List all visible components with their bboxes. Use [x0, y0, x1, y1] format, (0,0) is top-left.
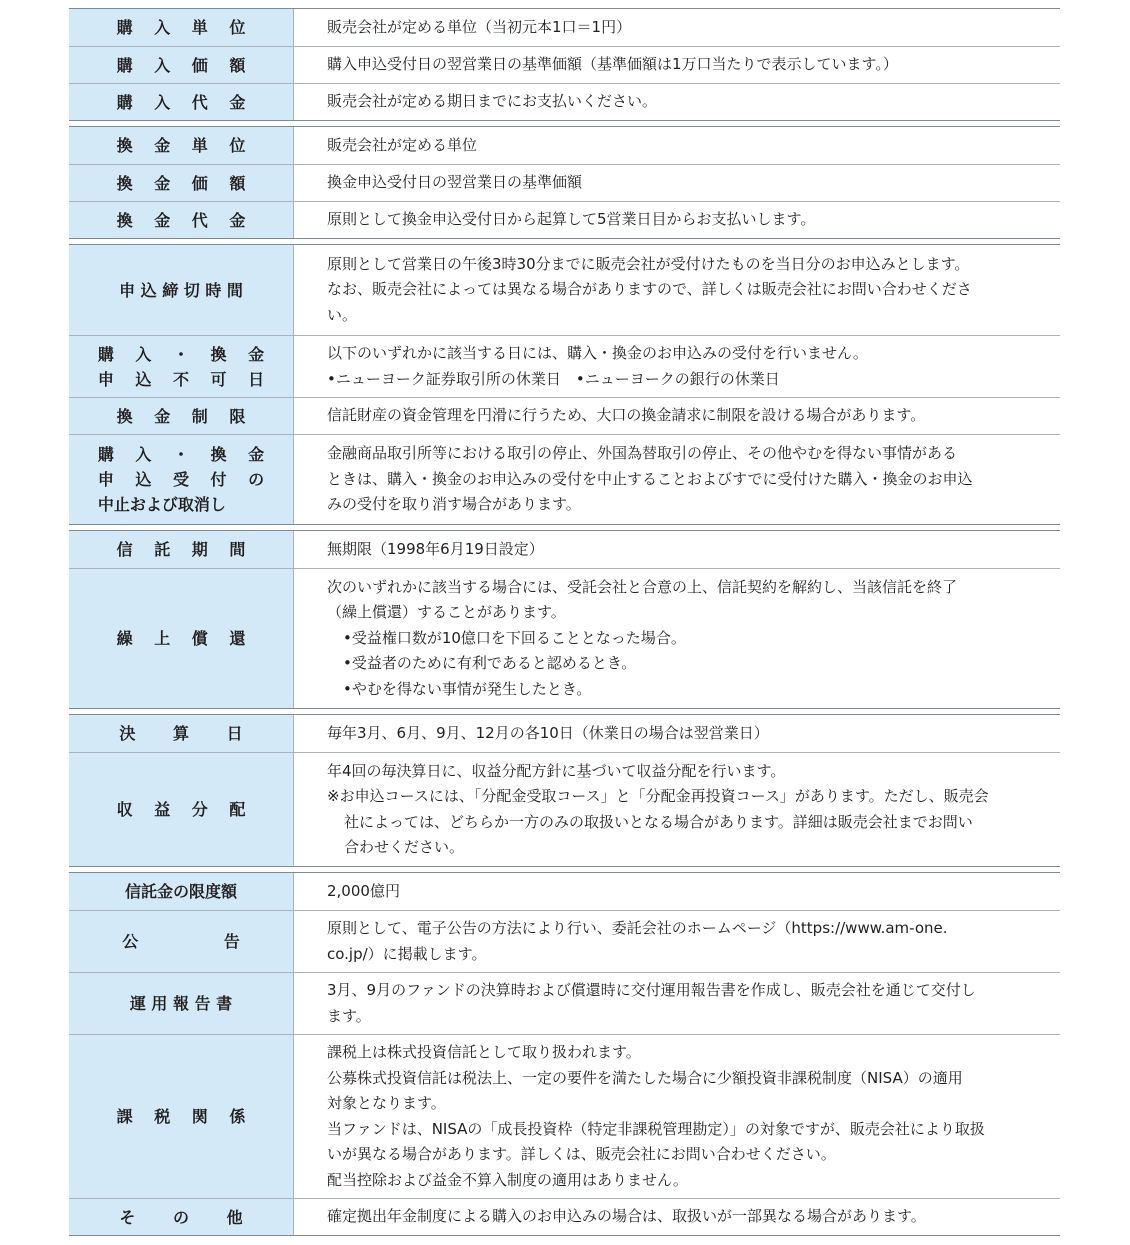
- row-value-line: 原則として、電子公告の方法により行い、委託会社のホームページ（https://www.am-one.: [327, 919, 948, 937]
- row-value: [294, 9, 1060, 46]
- table-row: [69, 1198, 1060, 1235]
- row-label: [69, 569, 294, 708]
- row-label-line: 申 込 締 切 時 間: [119, 280, 243, 300]
- table-group: [69, 126, 1060, 239]
- row-label-line: 換 金 代 金: [116, 210, 246, 230]
- row-label-line: 申 込 受 付 の: [97, 470, 265, 489]
- table-row: [69, 715, 1060, 752]
- row-value-line: 購入申込受付日の翌営業日の基準価額（基準価額は1万口当たりで表示しています。）: [327, 55, 898, 74]
- row-value-line: 2,000億円: [327, 881, 400, 900]
- table-group: [69, 244, 1060, 525]
- table-row: [69, 752, 1060, 866]
- row-value: [294, 569, 1060, 708]
- row-value-line: 換金申込受付日の翌営業日の基準価額: [327, 173, 583, 192]
- table-group: [69, 872, 1060, 1236]
- table-row: [69, 397, 1060, 434]
- row-label-line: 課 税 関 係: [116, 1107, 246, 1126]
- row-label: [69, 9, 294, 46]
- row-value-line: 公募株式投資信託は税法上、一定の要件を満たした場合に少額投資非課税制度（NISA）の適用: [327, 1068, 963, 1087]
- row-label-line: 申 込 不 可 日: [97, 369, 265, 389]
- table-row: [69, 46, 1060, 83]
- row-label-line: 運 用 報 告 書: [129, 994, 233, 1013]
- row-label-line: 購 入 代 金: [116, 92, 246, 112]
- fund-terms-table: [69, 8, 1060, 1236]
- row-value: [294, 245, 1060, 335]
- row-label: [69, 84, 294, 120]
- row-value-line: ときは、購入・換金のお申込みの受付を中止することおよびすでに受付けた購入・換金のお申込: [327, 469, 973, 488]
- row-value-line: 確定拠出年金制度による購入のお申込みの場合は、取扱いが一部異なる場合があります。: [327, 1207, 926, 1226]
- row-label: [69, 398, 294, 434]
- row-value-line: いが異なる場合があります。詳しくは、販売会社にお問い合わせください。: [327, 1145, 836, 1163]
- row-value: [294, 873, 1060, 910]
- row-value: [294, 398, 1060, 434]
- row-label: [69, 127, 294, 164]
- table-row: [69, 201, 1060, 238]
- row-value-line: 信託財産の資金管理を円滑に行うため、大口の換金請求に制限を設ける場合があります。: [327, 406, 926, 425]
- row-value-line: •ニューヨーク証券取引所の休業日 •ニューヨークの銀行の休業日: [327, 369, 780, 388]
- row-value: [294, 127, 1060, 164]
- row-value-line: なお、販売会社によっては異なる場合がありますので、詳しくは販売会社にお問い合わせくださ: [327, 280, 972, 299]
- row-label-line: 購 入 価 額: [116, 55, 246, 75]
- table-group: [69, 530, 1060, 709]
- table-row: [69, 531, 1060, 568]
- row-value-line: ※お申込コースには、「分配金受取コース」と「分配金再投資コース」があります。ただし、販売会: [327, 787, 989, 805]
- row-label: [69, 973, 294, 1034]
- row-value-line: い。: [327, 305, 358, 324]
- row-value-line: 販売会社が定める単位（当初元本1口＝1円）: [327, 17, 632, 36]
- row-value-line: 配当控除および益金不算入制度の適用はありません。: [327, 1170, 688, 1189]
- table-group: [69, 8, 1060, 121]
- row-label-line: 公 告: [122, 932, 240, 951]
- row-label-line: そ の 他: [119, 1207, 243, 1227]
- row-value: [294, 973, 1060, 1034]
- table-row: [69, 83, 1060, 120]
- row-label: [69, 245, 294, 335]
- table-row: [69, 245, 1060, 335]
- table-row: [69, 1034, 1060, 1198]
- table-row: [69, 910, 1060, 972]
- row-label: [69, 753, 294, 866]
- row-value: [294, 165, 1060, 201]
- table-row: [69, 127, 1060, 164]
- row-value: [294, 47, 1060, 83]
- row-label-line: 信 託 期 間: [116, 540, 246, 559]
- row-value-line: 社によっては、どちらか一方のみの取扱いとなる場合があります。詳細は販売会社までお問い: [344, 812, 973, 831]
- row-label-line: 収 益 分 配: [116, 800, 246, 819]
- row-label-line: 決 算 日: [119, 724, 243, 743]
- row-value: [294, 753, 1060, 866]
- row-label: [69, 336, 294, 397]
- row-value: [294, 1199, 1060, 1235]
- row-value-line: （繰上償還）することがあります。: [327, 603, 566, 622]
- row-label-line: 中止および取消し: [97, 495, 226, 514]
- row-value-line: 当ファンドは、NISAの「成長投資枠（特定非課税管理勘定）」の対象ですが、販売会社により取扱: [327, 1119, 985, 1138]
- table-row: [69, 568, 1060, 708]
- row-label: [69, 531, 294, 568]
- row-value-line: 3月、9月のファンドの決算時および償還時に交付運用報告書を作成し、販売会社を通じて交付し: [327, 981, 976, 999]
- row-value-line: 対象となります。: [327, 1094, 446, 1112]
- table-row: [69, 164, 1060, 201]
- row-value: [294, 435, 1060, 524]
- row-value-line: 金融商品取引所等における取引の停止、外国為替取引の停止、その他やむを得ない事情がある: [327, 444, 958, 463]
- row-value: [294, 336, 1060, 397]
- table-row: [69, 972, 1060, 1034]
- table-row: [69, 434, 1060, 524]
- row-label-line: 換 金 単 位: [116, 136, 246, 155]
- row-label: [69, 873, 294, 910]
- row-label: [69, 715, 294, 752]
- row-value-line: 課税上は株式投資信託として取り扱われます。: [327, 1043, 641, 1061]
- row-value-line: 次のいずれかに該当する場合には、受託会社と合意の上、信託契約を解約し、当該信託を終了: [327, 577, 958, 596]
- row-value-line: •やむを得ない事情が発生したとき。: [343, 679, 592, 698]
- table-row: [69, 873, 1060, 910]
- row-value-line: みの受付を取り消す場合があります。: [327, 495, 581, 514]
- row-value: [294, 911, 1060, 972]
- table-row: [69, 9, 1060, 46]
- row-value-line: 販売会社が定める単位: [327, 135, 478, 154]
- row-label-line: 換 金 価 額: [116, 173, 246, 193]
- row-value-line: 年4回の毎決算日に、収益分配方針に基づいて収益分配を行います。: [327, 761, 786, 780]
- row-label-line: 購 入 ・ 換 金: [97, 445, 265, 464]
- row-value: [294, 1035, 1060, 1198]
- row-value-line: 原則として換金申込受付日から起算して5営業日目からお支払いします。: [327, 210, 816, 229]
- row-label: [69, 911, 294, 972]
- row-value-line: •受益権口数が10億口を下回ることとなった場合。: [343, 628, 686, 647]
- row-label-line: 信託金の限度額: [124, 882, 237, 901]
- row-label: [69, 1199, 294, 1235]
- row-value-line: 原則として営業日の午後3時30分までに販売会社が受付けたものを当日分のお申込みとします。: [327, 254, 970, 273]
- row-value-line: •受益者のために有利であると認めるとき。: [343, 654, 637, 673]
- row-value: [294, 715, 1060, 752]
- row-value: [294, 531, 1060, 568]
- row-label: [69, 165, 294, 201]
- row-value-line: ます。: [327, 1006, 371, 1025]
- row-label-line: 換 金 制 限: [116, 406, 246, 426]
- table-row: [69, 335, 1060, 397]
- row-value: [294, 84, 1060, 120]
- row-value-line: 無期限（1998年6月19日設定）: [327, 539, 544, 558]
- row-value-line: 以下のいずれかに該当する日には、購入・換金のお申込みの受付を行いません。: [327, 344, 868, 362]
- row-value-line: 毎年3月、6月、9月、12月の各10日（休業日の場合は翌営業日）: [327, 723, 769, 742]
- table-group: [69, 714, 1060, 867]
- row-label-line: 購 入 ・ 換 金: [97, 344, 265, 364]
- row-label: [69, 1035, 294, 1198]
- row-value-line: 合わせください。: [344, 838, 465, 856]
- row-value-line: 販売会社が定める期日までにお支払いください。: [327, 92, 658, 111]
- row-label: [69, 47, 294, 83]
- row-label-line: 購 入 単 位: [116, 18, 246, 37]
- row-label-line: 繰 上 償 還: [116, 629, 246, 648]
- row-label: [69, 202, 294, 238]
- row-label: [69, 435, 294, 524]
- row-value-line: co.jp/）に掲載します。: [327, 944, 487, 963]
- row-value: [294, 202, 1060, 238]
